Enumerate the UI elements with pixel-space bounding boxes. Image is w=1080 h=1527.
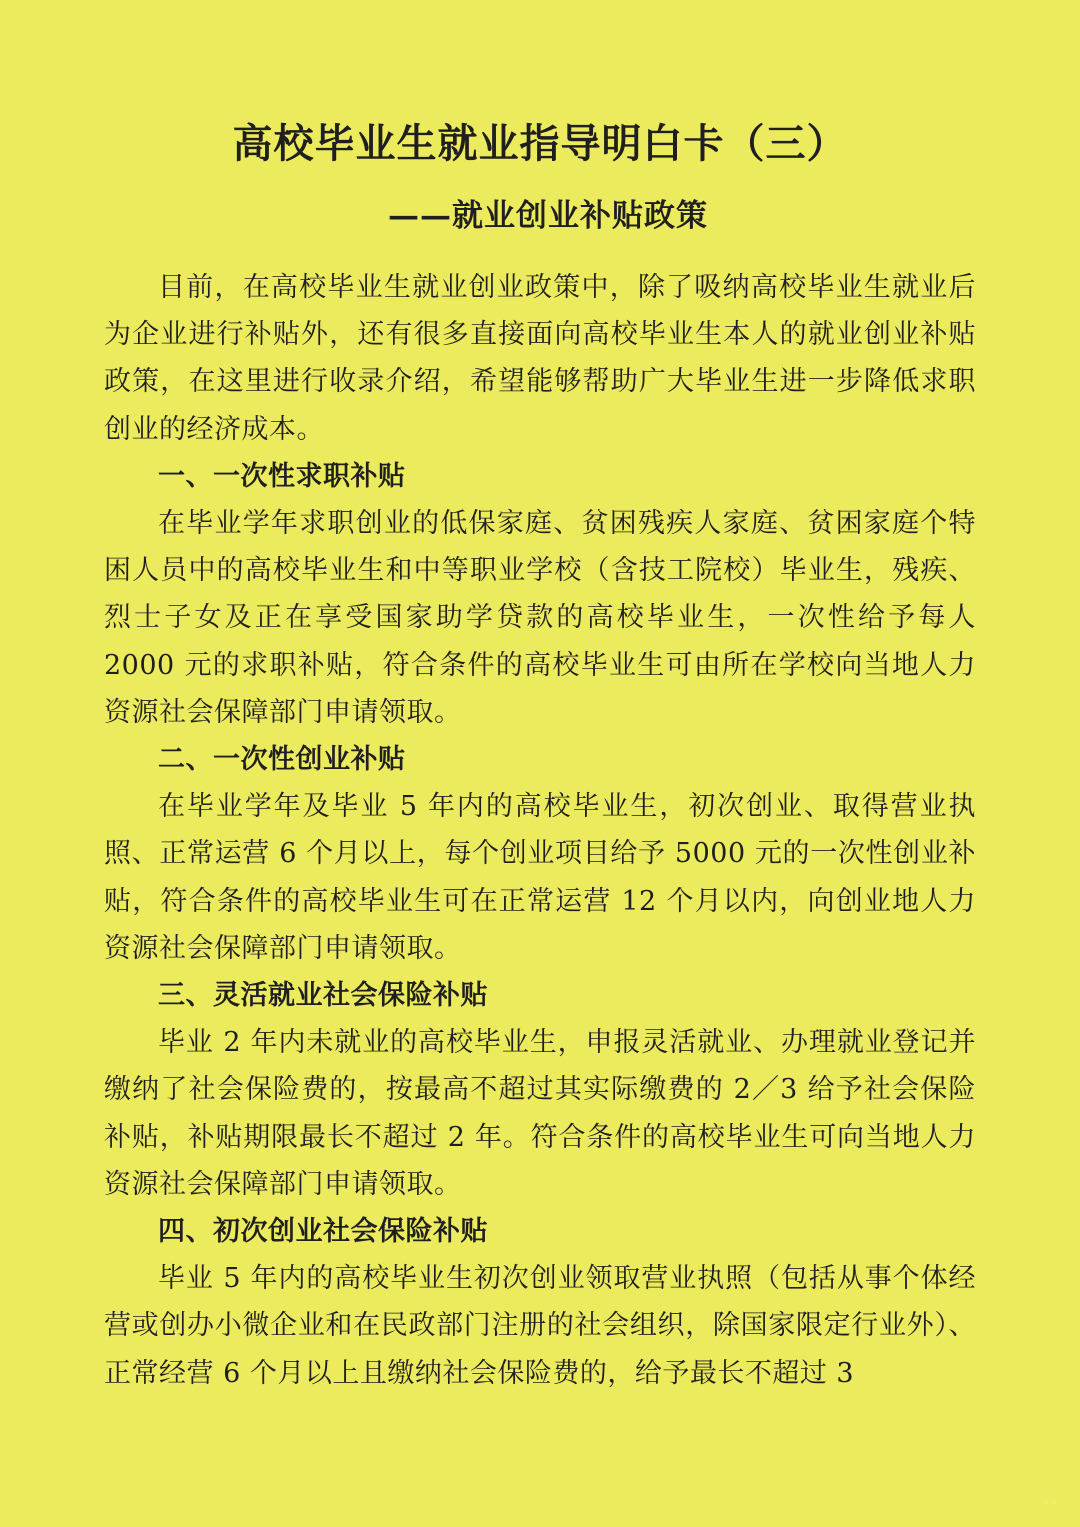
watermark-icon: ◦ ◦ xyxy=(1044,1495,1056,1509)
section-paragraph: 毕业 2 年内未就业的高校毕业生，申报灵活就业、办理就业登记并缴纳了社会保险费的，按最高不超过其实际缴费的 2／3 给予社会保险补贴，补贴期限最长不超过 2 年。符合条件的高校毕业生可向当地人力资源社会保障部门申请领取。 xyxy=(104,1027,976,1200)
intro-paragraph: 目前，在高校毕业生就业创业政策中，除了吸纳高校毕业生就业后为企业进行补贴外，还有很多直接面向高校毕业生本人的就业创业补贴政策，在这里进行收录介绍，希望能够帮助广大毕业生进一步降低求职创业的经济成本。 xyxy=(104,272,976,445)
section-paragraph: 在毕业学年及毕业 5 年内的高校毕业生，初次创业、取得营业执照、正常运营 6 个月以上，每个创业项目给予 5000 元的一次性创业补贴，符合条件的高校毕业生可在正常运营 12 个月以内，向创业地人力资源社会保障部门申请领取。 xyxy=(104,791,976,964)
section-heading: 一、一次性求职补贴 xyxy=(158,460,406,492)
section-heading: 四、初次创业社会保险补贴 xyxy=(158,1216,488,1248)
section-heading: 二、一次性创业补贴 xyxy=(158,744,406,776)
section-paragraph: 在毕业学年求职创业的低保家庭、贫困残疾人家庭、贫困家庭个特困人员中的高校毕业生和中等职业学校（含技工院校）毕业生，残疾、烈士子女及正在享受国家助学贷款的高校毕业生，一次性给予每人 2000 元的求职补贴，符合条件的高校毕业生可由所在学校向当地人力资源社会保障部门申请领取。 xyxy=(104,508,976,728)
document-body xyxy=(104,264,976,1397)
document-subtitle: ——就业创业补贴政策 xyxy=(388,198,708,234)
document-title: 高校毕业生就业指导明白卡（三） xyxy=(232,120,848,167)
section-heading: 三、灵活就业社会保险补贴 xyxy=(158,980,488,1012)
section-paragraph: 毕业 5 年内的高校毕业生初次创业领取营业执照（包括从事个体经营或创办小微企业和在民政部门注册的社会组织，除国家限定行业外）、正常经营 6 个月以上且缴纳社会保险费的，给予最长不超过 3 xyxy=(104,1263,976,1389)
